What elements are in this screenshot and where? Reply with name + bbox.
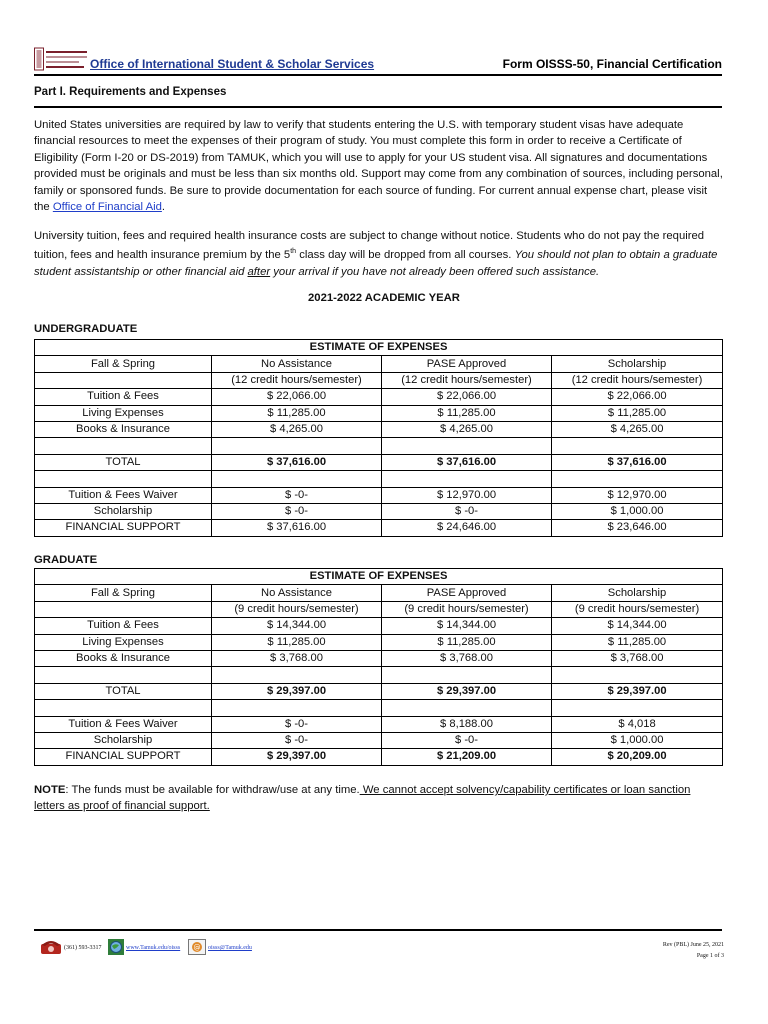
header-divider	[34, 74, 722, 76]
empty-cell	[552, 700, 723, 716]
blank-row	[35, 471, 723, 487]
table-row	[35, 732, 723, 748]
blank-row	[35, 667, 723, 683]
total-cell: $ 37,616.00	[212, 454, 382, 470]
table-cell: $ 8,188.00	[382, 716, 552, 732]
empty-cell	[212, 471, 382, 487]
table-row	[35, 487, 723, 503]
total-cell: $ 29,397.00	[212, 683, 382, 699]
column-subheader: (9 credit hours/semester)	[212, 601, 382, 617]
total-cell: $ 29,397.00	[382, 683, 552, 699]
row-label: Tuition & Fees	[35, 389, 212, 405]
footer-website	[108, 939, 180, 957]
column-header: PASE Approved	[382, 585, 552, 601]
table-cell: $ -0-	[382, 503, 552, 519]
graduate-title: GRADUATE	[34, 554, 98, 566]
column-header: Fall & Spring	[35, 585, 212, 601]
row-label: Tuition & Fees Waiver	[35, 487, 212, 503]
column-header: No Assistance	[212, 356, 382, 372]
academic-year-title: 2021-2022 ACADEMIC YEAR	[308, 292, 460, 304]
tuition-paragraph	[34, 228, 724, 280]
website-link[interactable]: www.Tamuk.edu/oisss	[126, 945, 181, 951]
footer-email	[188, 939, 252, 957]
blank-row	[35, 700, 723, 716]
table-row	[35, 634, 723, 650]
table-cell: $ 12,970.00	[552, 487, 723, 503]
note-warning: We cannot accept solvency/capability certificates or loan sanction letters as proof of financial support.	[34, 784, 691, 813]
note-label: NOTE	[34, 784, 66, 796]
row-label: Living Expenses	[35, 405, 212, 421]
row-label: Scholarship	[35, 732, 212, 748]
column-header: Scholarship	[552, 356, 723, 372]
table-cell: $ 11,285.00	[212, 634, 382, 650]
svg-text:@: @	[193, 943, 201, 952]
row-label: Tuition & Fees	[35, 618, 212, 634]
table-cell: $ 23,646.00	[552, 520, 723, 536]
table-cell: $ 14,344.00	[382, 618, 552, 634]
table-cell: $ 3,768.00	[212, 650, 382, 666]
note-paragraph	[34, 782, 724, 815]
financial-support-row	[35, 520, 723, 536]
empty-cell	[552, 438, 723, 454]
row-label: Scholarship	[35, 503, 212, 519]
table-cell: $ 21,209.00	[382, 749, 552, 765]
table-cell: $ -0-	[212, 487, 382, 503]
table-subheader-row	[35, 601, 723, 617]
footer-divider	[34, 929, 722, 931]
form-title: Form OISSS-50, Financial Certification	[502, 57, 722, 71]
row-label: TOTAL	[35, 454, 212, 470]
total-row	[35, 683, 723, 699]
total-cell: $ 29,397.00	[552, 683, 723, 699]
tuition-text-a: University tuition, fees and required health insurance costs are subject to change without notice. Students who do not pay the required tuition, fees and health insurance premium by the 5	[34, 230, 705, 262]
table-title: ESTIMATE OF EXPENSES	[35, 569, 723, 585]
table-cell: $ 22,066.00	[382, 389, 552, 405]
row-label: Books & Insurance	[35, 650, 212, 666]
column-subheader: (9 credit hours/semester)	[552, 601, 723, 617]
table-cell: $ 3,768.00	[552, 650, 723, 666]
empty-cell	[552, 667, 723, 683]
empty-cell	[382, 438, 552, 454]
column-header: Fall & Spring	[35, 356, 212, 372]
table-header-row	[35, 585, 723, 601]
table-cell: $ 1,000.00	[552, 732, 723, 748]
blank-row	[35, 438, 723, 454]
table-subheader-row	[35, 372, 723, 388]
row-label: TOTAL	[35, 683, 212, 699]
university-logo	[34, 46, 88, 72]
undergraduate-expense-table	[34, 339, 723, 537]
table-row	[35, 421, 723, 437]
warning-text-a: You should not plan to obtain a graduate student assistantship or other financial aid	[34, 249, 718, 278]
table-row	[35, 405, 723, 421]
table-row	[35, 503, 723, 519]
empty-cell	[35, 667, 212, 683]
table-cell: $ 24,646.00	[382, 520, 552, 536]
table-cell: $ -0-	[212, 732, 382, 748]
empty-cell	[382, 700, 552, 716]
total-row	[35, 454, 723, 470]
footer-phone	[40, 939, 102, 957]
table-cell: $ 4,265.00	[382, 421, 552, 437]
column-subheader: (12 credit hours/semester)	[382, 372, 552, 388]
table-row	[35, 389, 723, 405]
undergraduate-title: UNDERGRADUATE	[34, 323, 138, 335]
row-label: Books & Insurance	[35, 421, 212, 437]
table-cell: $ 29,397.00	[212, 749, 382, 765]
footer	[40, 935, 724, 965]
empty-cell	[212, 700, 382, 716]
column-subheader	[35, 601, 212, 617]
empty-cell	[35, 471, 212, 487]
table-row	[35, 650, 723, 666]
table-cell: $ 3,768.00	[382, 650, 552, 666]
table-cell: $ 11,285.00	[552, 405, 723, 421]
table-title-row	[35, 340, 723, 356]
row-label: Tuition & Fees Waiver	[35, 716, 212, 732]
tuition-text-b: class day will be dropped from all courses.	[296, 249, 515, 262]
column-subheader: (12 credit hours/semester)	[552, 372, 723, 388]
financial-aid-link[interactable]: Office of Financial Aid	[52, 201, 162, 214]
table-cell: $ -0-	[382, 732, 552, 748]
table-cell: $ -0-	[212, 503, 382, 519]
email-icon	[188, 939, 206, 957]
column-subheader	[35, 372, 212, 388]
intro-paragraph	[34, 117, 724, 215]
table-row	[35, 716, 723, 732]
row-label: Living Expenses	[35, 634, 212, 650]
table-cell: $ 1,000.00	[552, 503, 723, 519]
table-title: ESTIMATE OF EXPENSES	[35, 340, 723, 356]
total-cell: $ 37,616.00	[552, 454, 723, 470]
financial-support-row	[35, 749, 723, 765]
empty-cell	[552, 471, 723, 487]
table-cell: $ 22,066.00	[212, 389, 382, 405]
table-title-row	[35, 569, 723, 585]
empty-cell	[212, 667, 382, 683]
empty-cell	[382, 471, 552, 487]
column-subheader: (9 credit hours/semester)	[382, 601, 552, 617]
table-cell: $ 37,616.00	[212, 520, 382, 536]
table-cell: $ -0-	[212, 716, 382, 732]
column-header: Scholarship	[552, 585, 723, 601]
intro-end: .	[161, 201, 166, 214]
table-cell: $ 11,285.00	[382, 405, 552, 421]
office-link[interactable]: Office of International Student & Scholar Services	[90, 57, 375, 71]
table-header-row	[35, 356, 723, 372]
empty-cell	[35, 438, 212, 454]
intro-text: United States universities are required by law to verify that students entering the U.S. with temporary student visas have adequate financial resources to meet the expenses of their program of study. You must complete this form in order to receive a Certificate of Eligibility (Form I-20 or DS-2019) from TAMUK, which you will use to apply for your US student visa. All signatures and documentations provided must be originals and must be less than six months old. Support may come from any combination of sources, including personal, family or sponsored funds. Be sure to provide documentation for each source of funding. For current annual expense chart, please visit the	[34, 119, 723, 214]
table-cell: $ 4,265.00	[212, 421, 382, 437]
table-cell: $ 4,265.00	[552, 421, 723, 437]
part-title: Part I. Requirements and Expenses	[34, 86, 227, 98]
column-header: PASE Approved	[382, 356, 552, 372]
globe-icon	[108, 939, 124, 957]
table-cell: $ 14,344.00	[552, 618, 723, 634]
column-subheader: (12 credit hours/semester)	[212, 372, 382, 388]
table-cell: $ 11,285.00	[552, 634, 723, 650]
total-cell: $ 37,616.00	[382, 454, 552, 470]
column-header: No Assistance	[212, 585, 382, 601]
table-cell: $ 11,285.00	[212, 405, 382, 421]
phone-number: (361) 593-3317	[64, 945, 102, 951]
part-divider	[34, 106, 722, 108]
table-cell: $ 4,018	[552, 716, 723, 732]
table-cell: $ 12,970.00	[382, 487, 552, 503]
header	[34, 46, 722, 74]
table-cell: $ 22,066.00	[552, 389, 723, 405]
table-row	[35, 618, 723, 634]
warning-text-b: your arrival if you have not already been offered such assistance.	[270, 265, 600, 278]
tuition-superscript: th	[290, 248, 297, 256]
empty-cell	[382, 667, 552, 683]
row-label: FINANCIAL SUPPORT	[35, 749, 212, 765]
empty-cell	[212, 438, 382, 454]
row-label: FINANCIAL SUPPORT	[35, 520, 212, 536]
revision-date: Rev (PBL) June 25, 2021	[662, 942, 724, 948]
table-cell: $ 14,344.00	[212, 618, 382, 634]
email-link[interactable]: oisss@Tamuk.edu	[208, 945, 252, 951]
phone-icon	[40, 939, 62, 957]
table-cell: $ 20,209.00	[552, 749, 723, 765]
warning-emphasis: after	[247, 265, 271, 278]
empty-cell	[35, 700, 212, 716]
table-cell: $ 11,285.00	[382, 634, 552, 650]
graduate-expense-table	[34, 568, 723, 766]
page-number: Page 1 of 3	[696, 953, 724, 959]
note-text: : The funds must be available for withdraw/use at any time.	[65, 784, 360, 796]
